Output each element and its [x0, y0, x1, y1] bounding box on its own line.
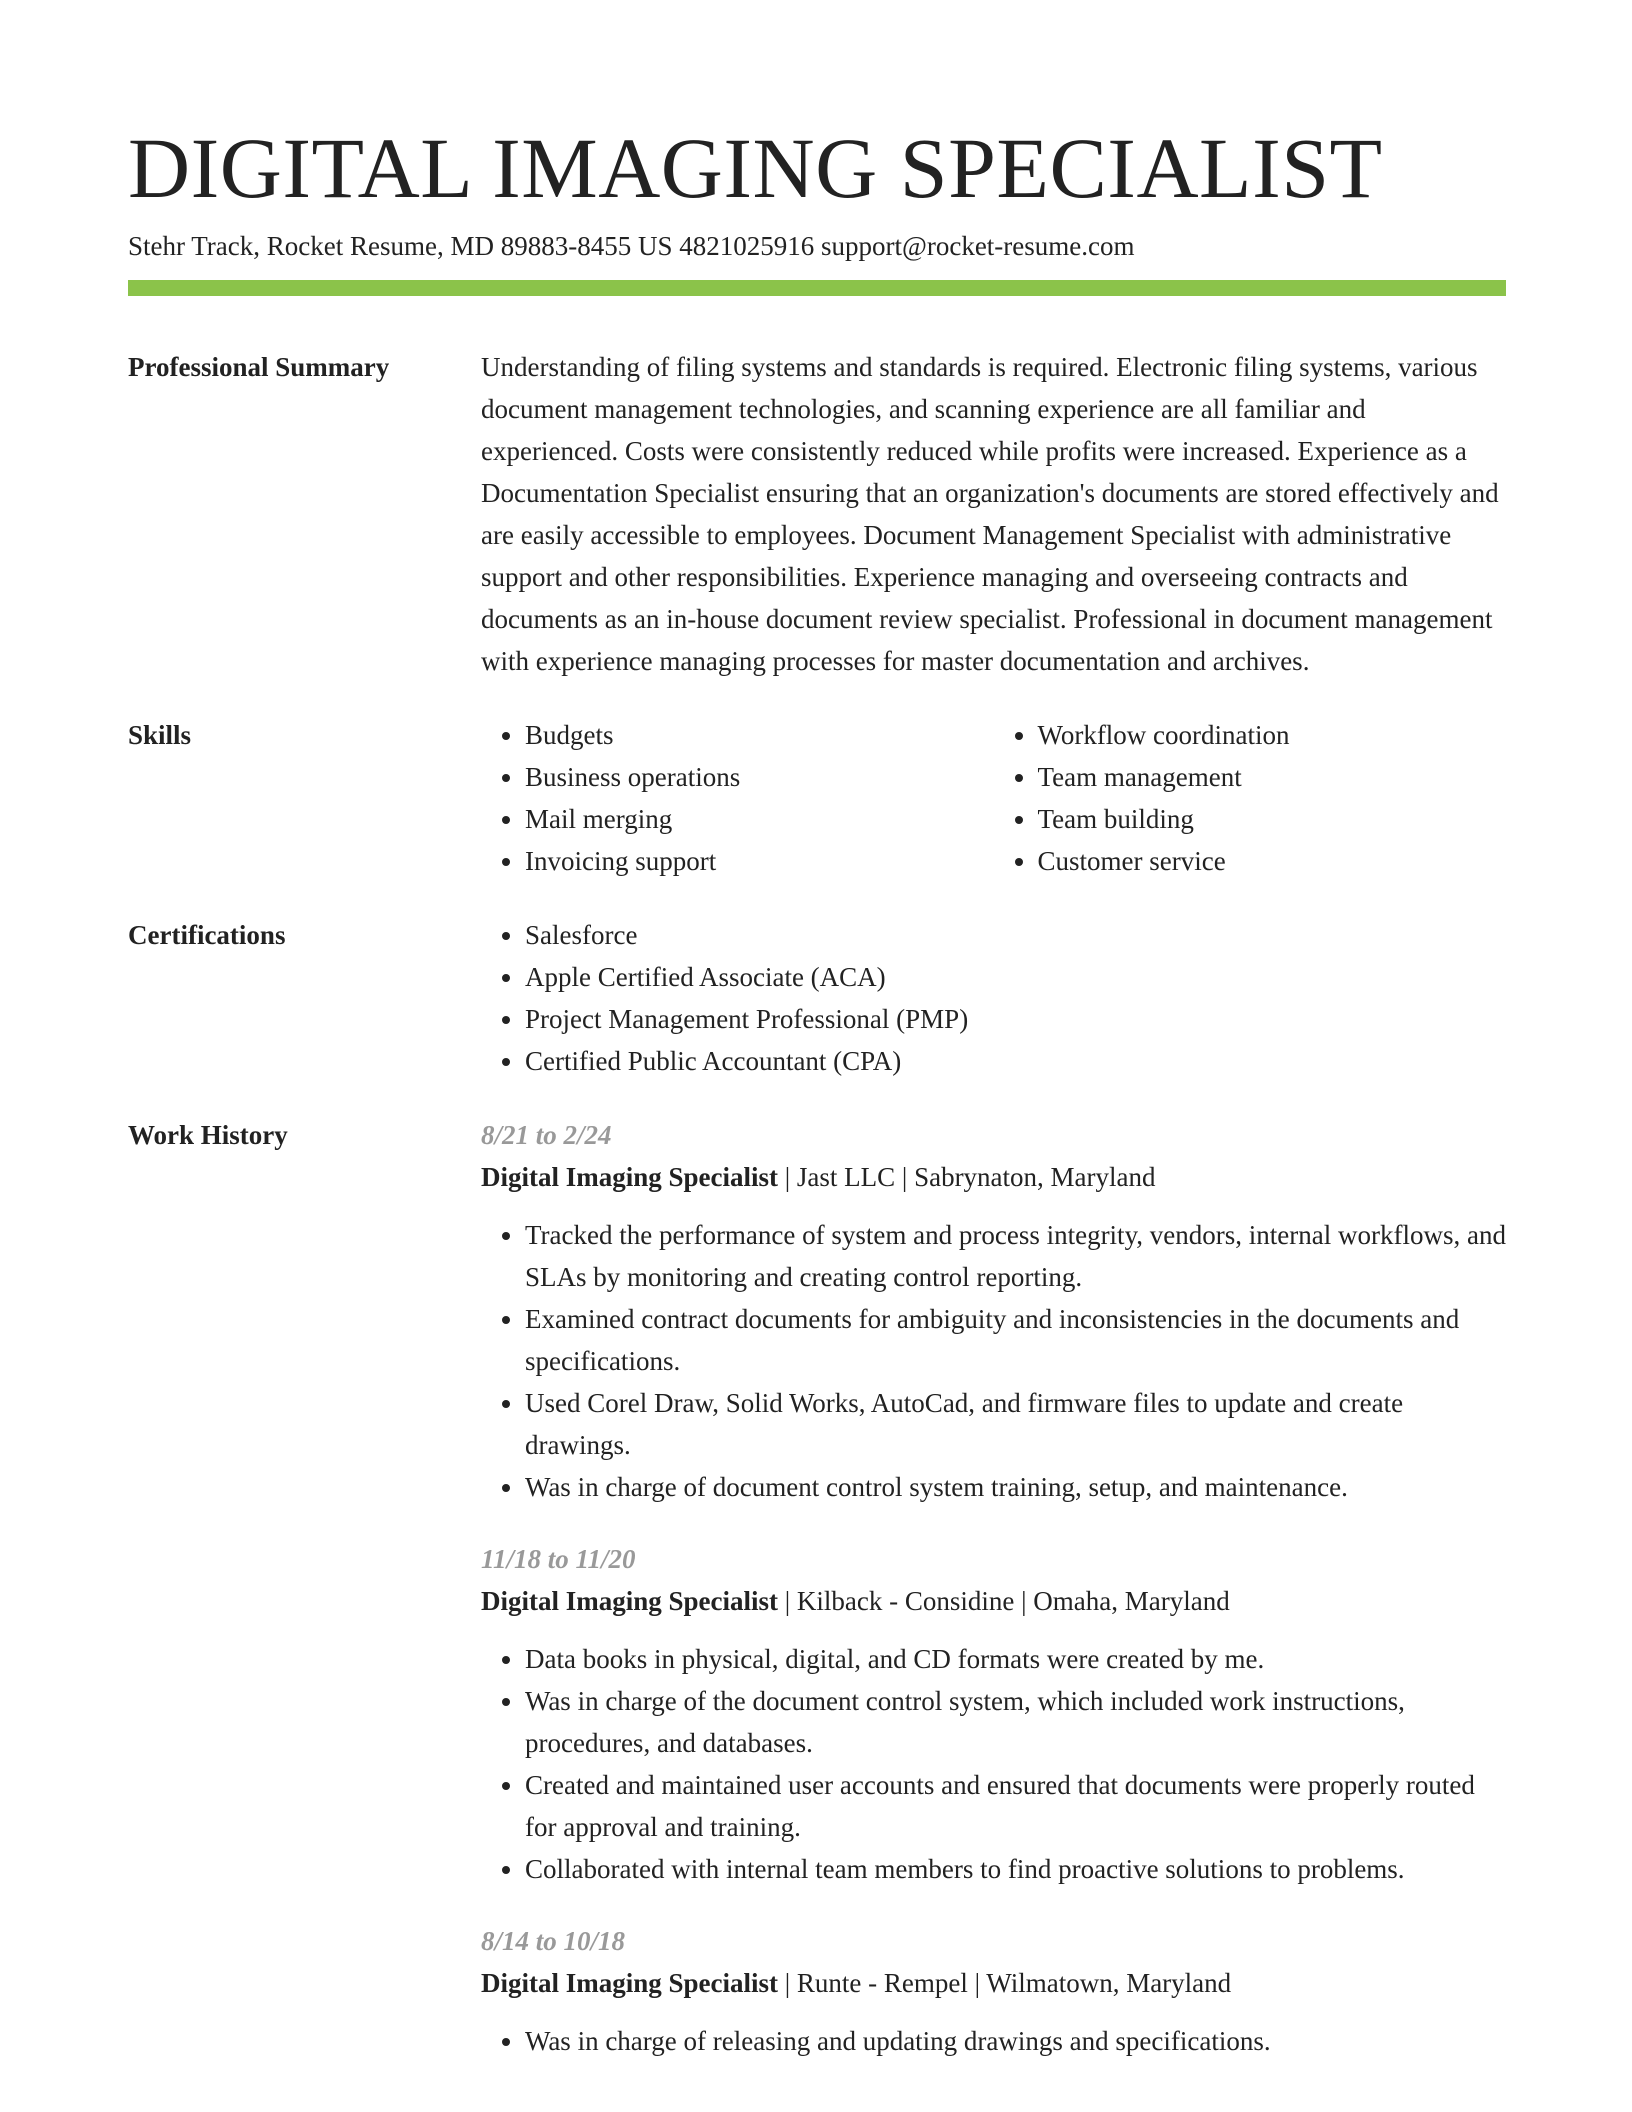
skills-section — [128, 714, 1506, 882]
skill-item: • Team building — [1038, 798, 1507, 840]
job-title: Digital Imaging Specialist — [481, 1968, 779, 1998]
skill-item: • Mail merging — [525, 798, 994, 840]
job-bullet: • Examined contract documents for ambiguity and inconsistencies in the documents and specifications. — [525, 1298, 1506, 1382]
skills-list-left — [481, 714, 994, 882]
certification-item: • Certified Public Accountant (CPA) — [525, 1040, 1506, 1082]
certification-item: • Salesforce — [525, 914, 1506, 956]
certification-item: • Apple Certified Associate (ACA) — [525, 956, 1506, 998]
job-title: Digital Imaging Specialist — [481, 1586, 779, 1616]
work-history-section — [128, 1114, 1506, 2092]
job-heading — [481, 1962, 1506, 2004]
job-bullet: • Collaborated with internal team members to find proactive solutions to problems. — [525, 1848, 1506, 1890]
summary-section — [128, 346, 1506, 682]
skills-list-right — [994, 714, 1507, 882]
job-bullet: • Was in charge of the document control system, which included work instructions, procedures, and databases. — [525, 1680, 1506, 1764]
job-bullet: • Tracked the performance of system and process integrity, vendors, internal workflows, and SLAs by monitoring and creating control reporting. — [525, 1214, 1506, 1298]
certifications-body — [481, 914, 1506, 1082]
job-company-location: | Jast LLC | Sabrynaton, Maryland — [778, 1162, 1156, 1192]
skill-item: • Customer service — [1038, 840, 1507, 882]
page-title: DIGITAL IMAGING SPECIALIST — [128, 120, 1383, 216]
skills-label: Skills — [128, 720, 192, 750]
job-dates: 8/14 to 10/18 — [481, 1926, 626, 1956]
summary-text: Understanding of filing systems and standards is required. Electronic filing systems, various document management technologies, and scanning experience are all familiar and experienced. Costs were consistently reduced while profits were increased. Experience as a Documentation Specialist ensuring that an organization's documents are stored effectively and are easily accessible to employees. Document Management Specialist with administrative support and other responsibilities. Experience managing and overseeing contracts and documents as an in-house document review specialist. Professional in document management with experience managing processes for master documentation and archives. — [481, 352, 1499, 676]
skill-item: • Workflow coordination — [1038, 714, 1507, 756]
skill-item: • Budgets — [525, 714, 994, 756]
contact-line: Stehr Track, Rocket Resume, MD 89883-8455 US 4821025916 support@rocket-resume.com — [128, 231, 1135, 261]
job-bullets — [481, 2020, 1506, 2062]
skills-grid — [481, 714, 1506, 882]
skill-item: • Team management — [1038, 756, 1507, 798]
header-divider — [128, 280, 1506, 296]
certifications-label: Certifications — [128, 920, 286, 950]
certifications-list — [481, 914, 1506, 1082]
summary-label: Professional Summary — [128, 352, 390, 382]
job-dates: 8/21 to 2/24 — [481, 1120, 612, 1150]
job-bullets — [481, 1214, 1506, 1508]
job-entry — [481, 1920, 1506, 2062]
skill-item: • Invoicing support — [525, 840, 994, 882]
job-bullet: • Was in charge of releasing and updating drawings and specifications. — [525, 2020, 1506, 2062]
job-bullet: • Was in charge of document control system training, setup, and maintenance. — [525, 1466, 1506, 1508]
certification-item: • Project Management Professional (PMP) — [525, 998, 1506, 1040]
job-bullet: • Used Corel Draw, Solid Works, AutoCad, and firmware files to update and create drawings. — [525, 1382, 1506, 1466]
job-company-location: | Kilback - Considine | Omaha, Maryland — [778, 1586, 1230, 1616]
skill-item: • Business operations — [525, 756, 994, 798]
job-entry — [481, 1538, 1506, 1890]
job-bullet: • Created and maintained user accounts and ensured that documents were properly routed for approval and training. — [525, 1764, 1506, 1848]
job-entry — [481, 1114, 1506, 1508]
job-heading — [481, 1580, 1506, 1622]
job-dates: 11/18 to 11/20 — [481, 1544, 636, 1574]
job-title: Digital Imaging Specialist — [481, 1162, 779, 1192]
certifications-section — [128, 914, 1506, 1082]
job-bullet: • Data books in physical, digital, and CD formats were created by me. — [525, 1638, 1506, 1680]
work-history-label: Work History — [128, 1120, 288, 1150]
job-company-location: | Runte - Rempel | Wilmatown, Maryland — [778, 1968, 1232, 1998]
job-bullets — [481, 1638, 1506, 1890]
work-history-body — [481, 1114, 1506, 2092]
resume-page — [128, 118, 1506, 2092]
job-heading — [481, 1156, 1506, 1198]
